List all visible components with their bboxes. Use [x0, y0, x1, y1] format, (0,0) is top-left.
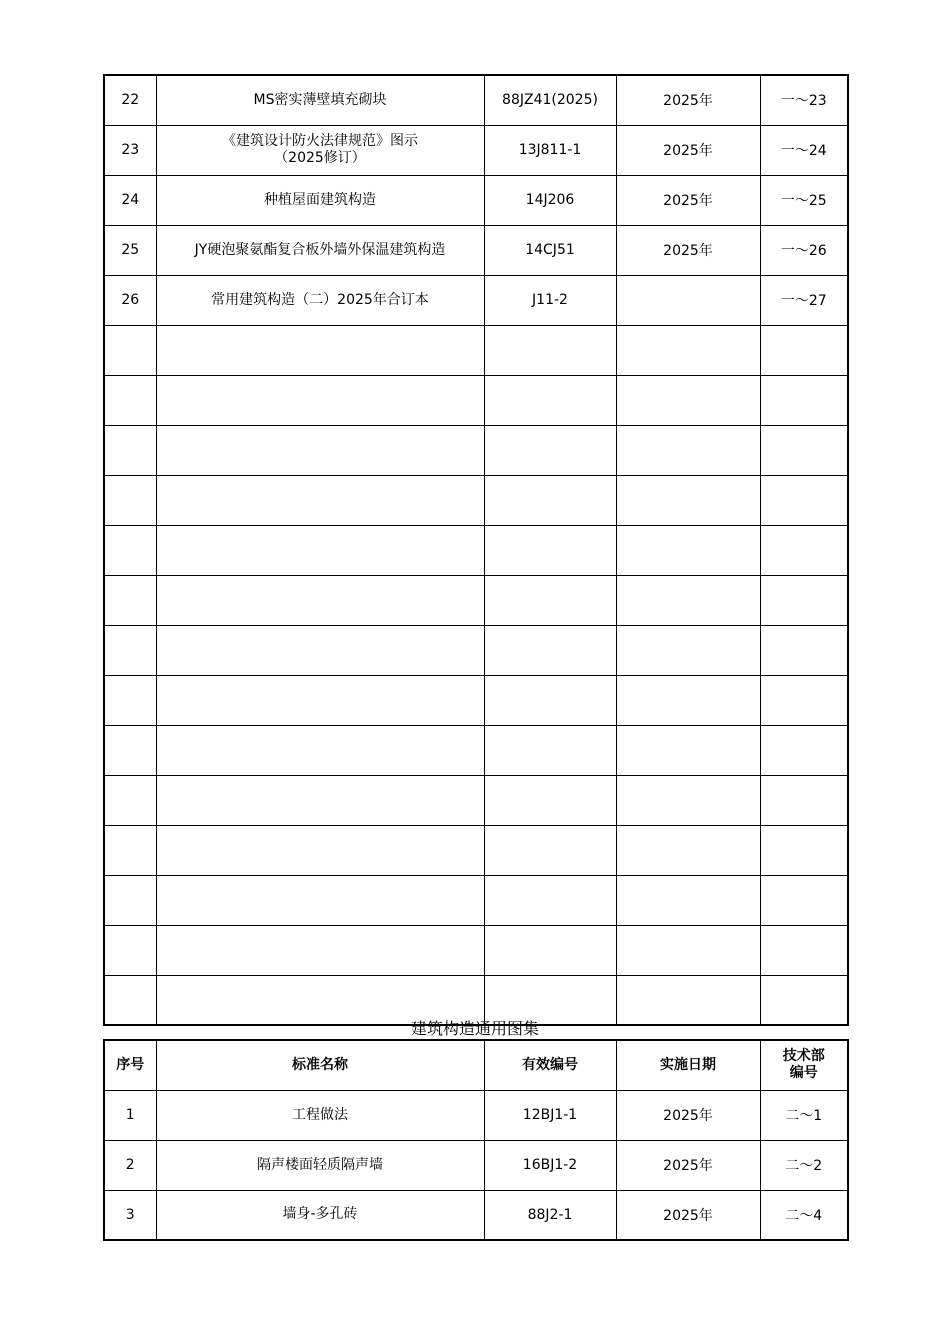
- cell-name: 工程做法: [156, 1090, 484, 1140]
- table-row: [104, 525, 848, 575]
- cell-code: [484, 625, 616, 675]
- cell-no: [104, 775, 156, 825]
- cell-no: 22: [104, 75, 156, 125]
- cell-tech: [760, 925, 848, 975]
- cell-date: [616, 675, 760, 725]
- cell-tech: [760, 675, 848, 725]
- cell-code: [484, 525, 616, 575]
- cell-name: [156, 375, 484, 425]
- cell-name: 隔声楼面轻质隔声墙: [156, 1140, 484, 1190]
- cell-date: [616, 325, 760, 375]
- cell-name: [156, 325, 484, 375]
- cell-no: 1: [104, 1090, 156, 1140]
- cell-tech: [760, 725, 848, 775]
- cell-code: 14J206: [484, 175, 616, 225]
- cell-code: 12BJ1-1: [484, 1090, 616, 1140]
- table-row: [104, 925, 848, 975]
- cell-no: [104, 875, 156, 925]
- cell-code: J11-2: [484, 275, 616, 325]
- header-tech: 技术部 编号: [760, 1040, 848, 1090]
- cell-code: [484, 325, 616, 375]
- table-row: [104, 225, 848, 275]
- cell-code: [484, 475, 616, 525]
- cell-no: [104, 525, 156, 575]
- cell-date: [616, 525, 760, 575]
- cell-tech: [760, 375, 848, 425]
- cell-code: [484, 675, 616, 725]
- cell-no: [104, 625, 156, 675]
- cell-tech: [760, 625, 848, 675]
- cell-name: [156, 525, 484, 575]
- cell-tech: [760, 425, 848, 475]
- cell-no: [104, 575, 156, 625]
- cell-no: [104, 425, 156, 475]
- cell-date: 2025年: [616, 1090, 760, 1140]
- cell-name: 墙身-多孔砖: [156, 1190, 484, 1240]
- cell-name: 《建筑设计防火法律规范》图示 （2025修订）: [156, 125, 484, 175]
- cell-name: [156, 775, 484, 825]
- cell-no: [104, 475, 156, 525]
- cell-name: [156, 725, 484, 775]
- cell-name: [156, 875, 484, 925]
- cell-tech: [760, 525, 848, 575]
- building-construction-atlas-table: [103, 1039, 849, 1241]
- cell-date: 2025年: [616, 125, 760, 175]
- header-no: 序号: [104, 1040, 156, 1090]
- cell-code: 13J811-1: [484, 125, 616, 175]
- cell-no: 23: [104, 125, 156, 175]
- cell-no: 24: [104, 175, 156, 225]
- table-row: [104, 175, 848, 225]
- table-row: [104, 975, 848, 1025]
- cell-no: [104, 925, 156, 975]
- table-row: [104, 875, 848, 925]
- cell-code: 14CJ51: [484, 225, 616, 275]
- cell-no: [104, 375, 156, 425]
- cell-date: [616, 875, 760, 925]
- table-row: [104, 375, 848, 425]
- standards-table-continued: [103, 74, 849, 1026]
- cell-tech: 一～24: [760, 125, 848, 175]
- header-date: 实施日期: [616, 1040, 760, 1090]
- cell-no: [104, 325, 156, 375]
- header-name: 标准名称: [156, 1040, 484, 1090]
- header-code: 有效编号: [484, 1040, 616, 1090]
- cell-date: [616, 425, 760, 475]
- cell-name: 常用建筑构造（二）2025年合订本: [156, 275, 484, 325]
- cell-code: [484, 825, 616, 875]
- cell-no: [104, 825, 156, 875]
- cell-tech: 一～27: [760, 275, 848, 325]
- cell-date: 2025年: [616, 225, 760, 275]
- cell-no: [104, 725, 156, 775]
- cell-code: [484, 725, 616, 775]
- cell-date: [616, 375, 760, 425]
- cell-tech: 一～25: [760, 175, 848, 225]
- cell-date: [616, 625, 760, 675]
- cell-tech: [760, 325, 848, 375]
- table-row: [104, 625, 848, 675]
- cell-tech: 二～4: [760, 1190, 848, 1240]
- cell-tech: [760, 875, 848, 925]
- cell-tech: 一～26: [760, 225, 848, 275]
- table-row: [104, 675, 848, 725]
- table-row: [104, 425, 848, 475]
- cell-code: [484, 375, 616, 425]
- cell-name: [156, 425, 484, 475]
- cell-tech: 二～2: [760, 1140, 848, 1190]
- cell-date: [616, 475, 760, 525]
- cell-name: [156, 625, 484, 675]
- table-header-row: [104, 1040, 848, 1090]
- cell-no: [104, 975, 156, 1025]
- table-row: [104, 575, 848, 625]
- table-row: [104, 1140, 848, 1190]
- cell-tech: 一～23: [760, 75, 848, 125]
- cell-date: 2025年: [616, 175, 760, 225]
- cell-no: 25: [104, 225, 156, 275]
- cell-date: [616, 575, 760, 625]
- cell-date: [616, 975, 760, 1025]
- cell-code: 88J2-1: [484, 1190, 616, 1240]
- cell-no: 2: [104, 1140, 156, 1190]
- cell-tech: 二～1: [760, 1090, 848, 1140]
- cell-no: 3: [104, 1190, 156, 1240]
- table-row: [104, 1090, 848, 1140]
- cell-date: 2025年: [616, 75, 760, 125]
- cell-name: 种植屋面建筑构造: [156, 175, 484, 225]
- cell-name: [156, 675, 484, 725]
- table-row: [104, 75, 848, 125]
- cell-tech: [760, 975, 848, 1025]
- cell-tech: [760, 825, 848, 875]
- table-row: [104, 125, 848, 175]
- cell-date: [616, 825, 760, 875]
- cell-code: 16BJ1-2: [484, 1140, 616, 1190]
- cell-code: [484, 975, 616, 1025]
- table-row: [104, 275, 848, 325]
- cell-date: [616, 275, 760, 325]
- cell-code: [484, 925, 616, 975]
- table-row: [104, 725, 848, 775]
- cell-code: [484, 575, 616, 625]
- cell-tech: [760, 475, 848, 525]
- table-row: [104, 775, 848, 825]
- cell-date: [616, 725, 760, 775]
- cell-code: [484, 425, 616, 475]
- cell-name: JY硬泡聚氨酯复合板外墙外保温建筑构造: [156, 225, 484, 275]
- cell-date: 2025年: [616, 1190, 760, 1240]
- table-row: [104, 1190, 848, 1240]
- cell-tech: [760, 775, 848, 825]
- cell-code: [484, 775, 616, 825]
- table-row: [104, 475, 848, 525]
- cell-date: [616, 775, 760, 825]
- cell-no: 26: [104, 275, 156, 325]
- cell-tech: [760, 575, 848, 625]
- cell-date: 2025年: [616, 1140, 760, 1190]
- cell-no: [104, 675, 156, 725]
- cell-code: 88JZ41(2025): [484, 75, 616, 125]
- cell-name: [156, 825, 484, 875]
- cell-date: [616, 925, 760, 975]
- cell-name: [156, 975, 484, 1025]
- table-row: [104, 325, 848, 375]
- cell-name: [156, 575, 484, 625]
- cell-name: [156, 925, 484, 975]
- table-row: [104, 825, 848, 875]
- cell-name: MS密实薄壁填充砌块: [156, 75, 484, 125]
- section-title: 建筑构造通用图集: [410, 1019, 539, 1038]
- cell-code: [484, 875, 616, 925]
- cell-name: [156, 475, 484, 525]
